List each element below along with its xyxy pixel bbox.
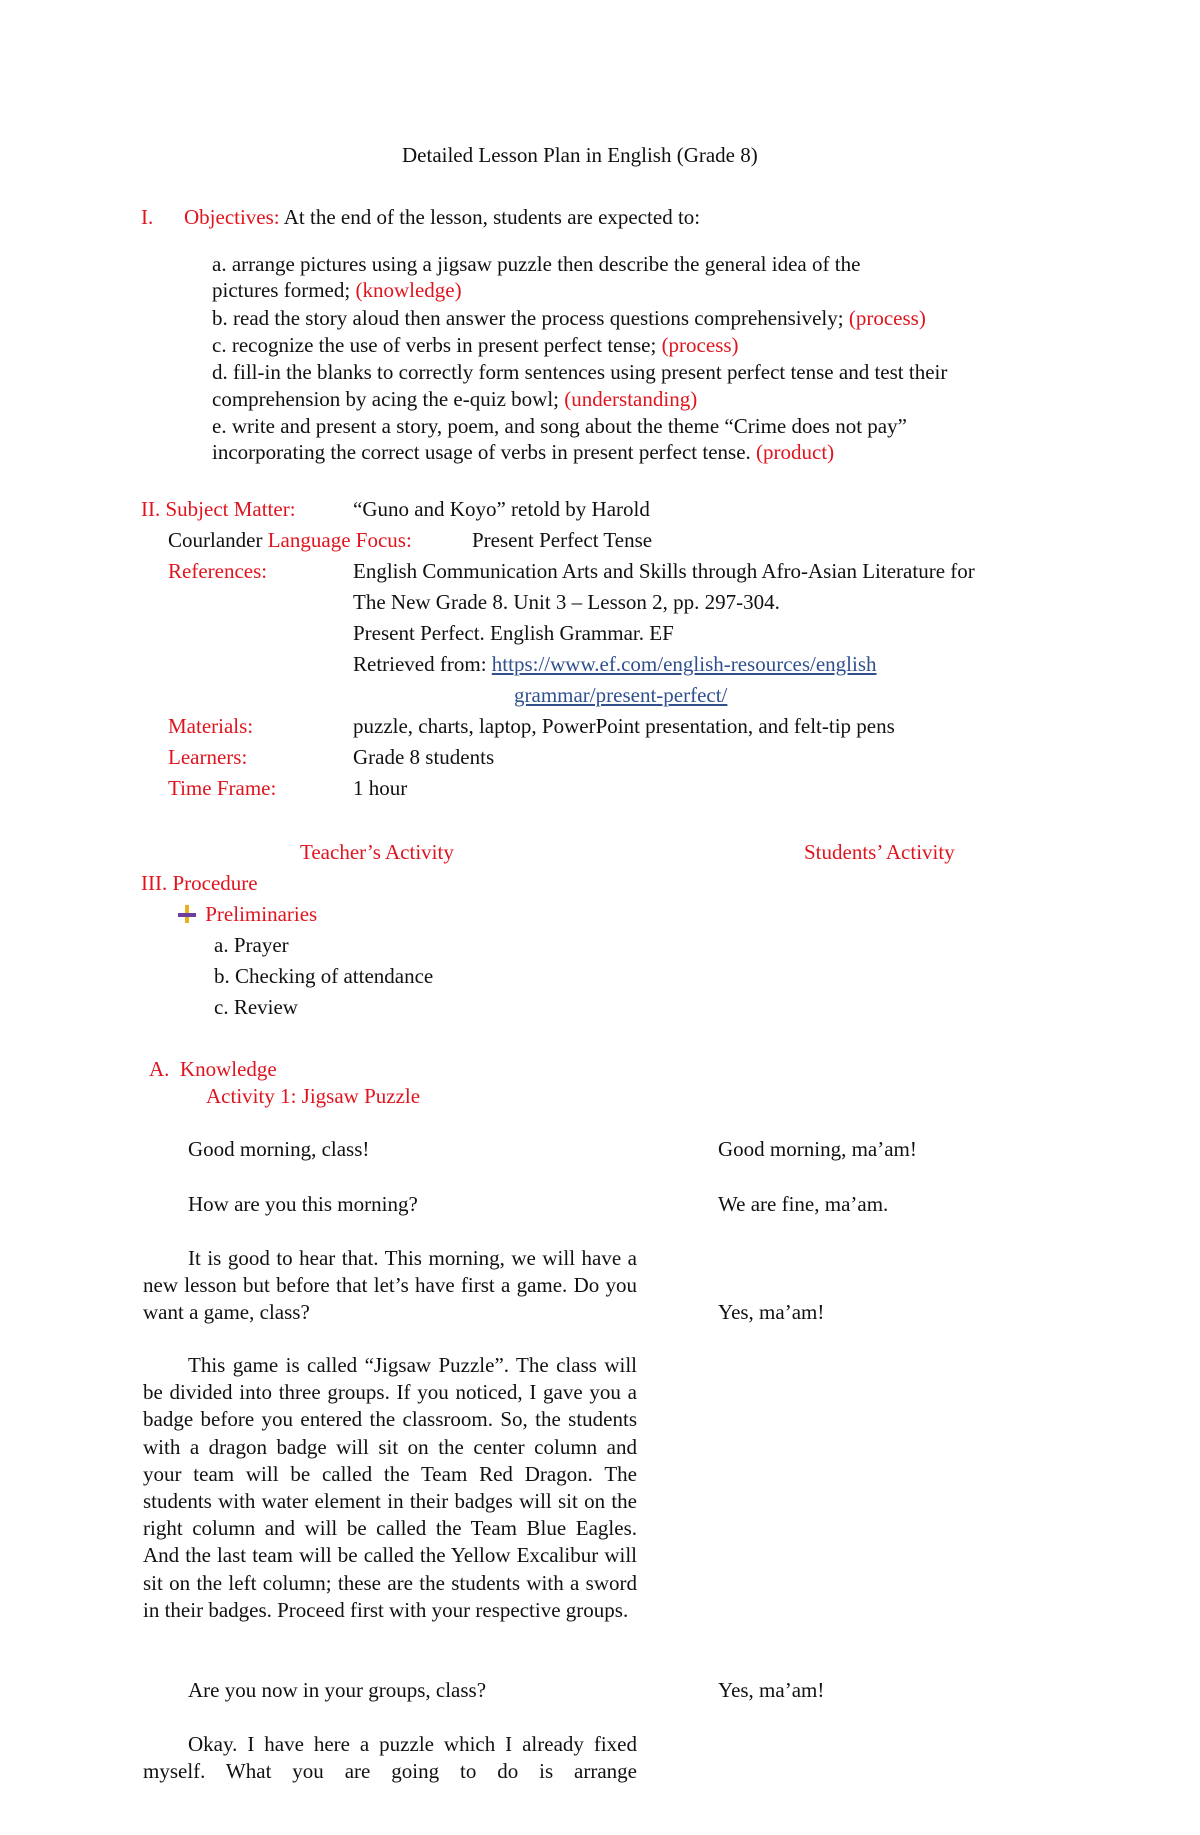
teacher-paragraph-4: This game is called “Jigsaw Puzzle”. The class will be divided into three groups. If you noticed, I gave you a badge before you entered the classroom. So, the students with a dragon badge will sit on the center column and your team will be called the Team Red Dragon. The students with water element in their badges will sit on the right column and will be called the Team Blue Eagles. And the last team will be called the Yellow Excalibur will sit on the left column; these are the students with a sword in their badges. Proceed first with your respective groups. <box>143 1353 637 1622</box>
learners-label: Learners: <box>168 745 248 769</box>
time-frame-label: Time Frame: <box>168 776 277 800</box>
teacher-line-5: Are you now in your groups, class? <box>188 1678 487 1702</box>
objectives-heading <box>184 204 700 230</box>
students-activity-heading: Students’ Activity <box>804 840 955 864</box>
retrieved-label: Retrieved from: <box>353 652 487 676</box>
preliminaries-heading <box>178 901 317 927</box>
objective-e-line1: e. write and present a story, poem, and song about the theme “Crime does not pay” <box>212 414 907 438</box>
teacher-paragraph-6: Okay. I have here a puzzle which I already fixed myself. What you are going to do is arrange <box>143 1732 637 1784</box>
reference-retrieved <box>353 651 877 677</box>
objective-c-tag: (process) <box>661 333 739 357</box>
time-frame-value: 1 hour <box>353 776 408 800</box>
reference-line-1: English Communication Arts and Skills through Afro-Asian Literature for <box>353 559 975 583</box>
student-line-1: Good morning, ma’am! <box>718 1137 917 1161</box>
objectives-numeral: I. <box>141 205 154 229</box>
teacher-paragraph-3: It is good to hear that. This morning, we will have a new lesson but before that let’s have first a game. Do you want a game, class? <box>143 1246 637 1325</box>
reference-link[interactable]: https://www.ef.com/english-resources/english <box>491 652 877 676</box>
student-line-3: Yes, ma’am! <box>718 1300 825 1324</box>
objective-a-tag: (knowledge) <box>355 278 462 302</box>
language-focus-value: Present Perfect Tense <box>472 528 653 552</box>
arrow-bullet-icon <box>178 905 196 923</box>
document-title: Detailed Lesson Plan in English (Grade 8) <box>402 143 758 167</box>
preliminaries-label: Preliminaries <box>205 902 318 926</box>
preliminary-item: a. Prayer <box>214 933 289 957</box>
student-line-2: We are fine, ma’am. <box>718 1192 889 1216</box>
objective-b: b. read the story aloud then answer the process questions comprehensively; (process) <box>212 306 926 330</box>
objective-c: c. recognize the use of verbs in present perfect tense; (process) <box>212 333 739 357</box>
objectives-label: Objectives: <box>184 205 280 229</box>
materials-value: puzzle, charts, laptop, PowerPoint presentation, and felt-tip pens <box>353 714 895 738</box>
student-line-5: Yes, ma’am! <box>718 1678 825 1702</box>
reference-link-cont[interactable]: grammar/present-perfect/ <box>514 683 728 707</box>
objective-b-tag: (process) <box>848 306 926 330</box>
objective-d-tag: (understanding) <box>564 387 698 411</box>
materials-label: Materials: <box>168 714 254 738</box>
preliminary-item: c. Review <box>214 995 298 1019</box>
objective-d-line1: d. fill-in the blanks to correctly form sentences using present perfect tense and test their <box>212 360 948 384</box>
learners-value: Grade 8 students <box>353 745 495 769</box>
procedure-heading: III. Procedure <box>141 871 258 895</box>
subject-matter-value-cont: Courlander <box>168 528 263 552</box>
language-focus-label: Language Focus: <box>267 528 412 552</box>
objective-e-tag: (product) <box>756 440 835 464</box>
activity-1-heading: Activity 1: Jigsaw Puzzle <box>206 1084 421 1108</box>
objective-e-line2: incorporating the correct usage of verbs in present perfect tense. (product) <box>212 440 835 464</box>
objective-a-line1: a. arrange pictures using a jigsaw puzzle then describe the general idea of the <box>212 252 861 276</box>
teacher-activity-heading: Teacher’s Activity <box>300 840 454 864</box>
references-label: References: <box>168 559 268 583</box>
teacher-line-2: How are you this morning? <box>188 1192 418 1216</box>
reference-line-2: The New Grade 8. Unit 3 – Lesson 2, pp. 297-304. <box>353 590 780 614</box>
objective-a-line2: pictures formed; (knowledge) <box>212 278 462 302</box>
objective-d-line2: comprehension by acing the e-quiz bowl; (understanding) <box>212 387 698 411</box>
reference-line-3: Present Perfect. English Grammar. EF <box>353 621 674 645</box>
objectives-intro: At the end of the lesson, students are expected to: <box>283 205 701 229</box>
teacher-line-1: Good morning, class! <box>188 1137 370 1161</box>
subject-matter-line2 <box>168 527 412 553</box>
section-a-heading: A. Knowledge <box>149 1057 277 1081</box>
subject-matter-label: II. Subject Matter: <box>141 497 296 521</box>
subject-matter-value: “Guno and Koyo” retold by Harold <box>353 497 650 521</box>
preliminary-item: b. Checking of attendance <box>214 964 434 988</box>
